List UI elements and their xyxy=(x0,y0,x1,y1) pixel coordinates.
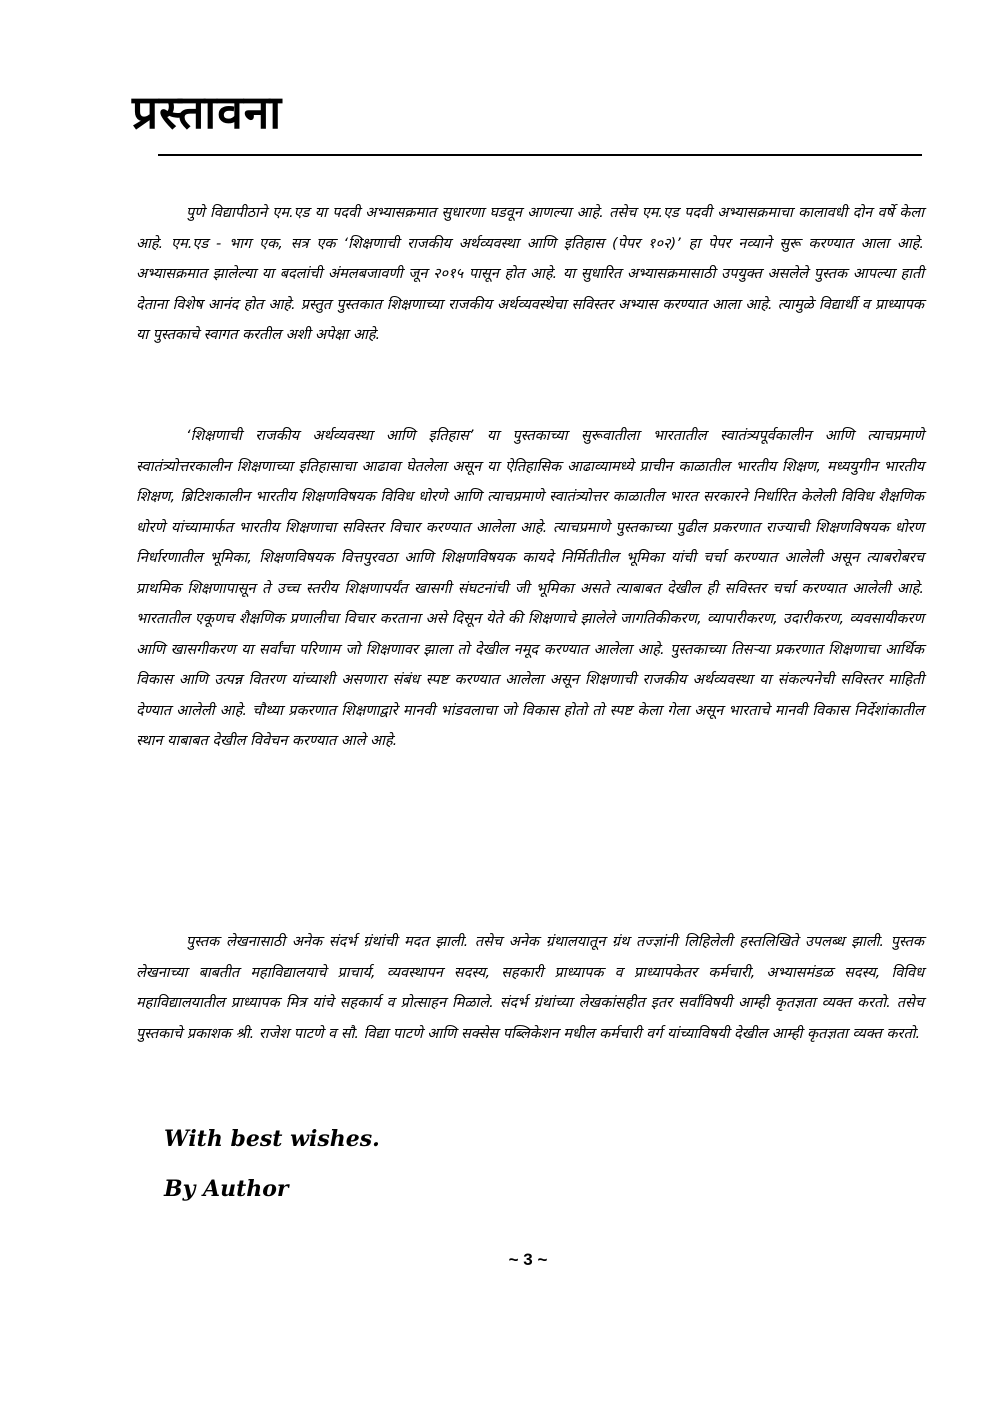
page-number: ~ 3 ~ xyxy=(508,1250,548,1269)
paragraph-1: पुणे विद्यापीठाने एम.एड या पदवी अभ्यासक्रमात सुधारणा घडवून आणल्या आहे. तसेच एम.एड पदवी अभ्यासक्रमाचा कालावधी दोन वर्षे केला आहे. एम.एड - भाग एक, सत्र एक ‘शिक्षणाची राजकीय अर्थव्यवस्था आणि इतिहास (पेपर १०२)’ हा पेपर नव्याने सुरू करण्यात आला आहे. अभ्यासक्रमात झालेल्या या बदलांची अंमलबजावणी जून २०१५ पासून होत आहे. या सुधारित अभ्यासक्रमासाठी उपयुक्त असलेले पुस्तक आपल्या हाती देताना विशेष आनंद होत आहे. प्रस्तुत पुस्तकात शिक्षणाच्या राजकीय अर्थव्यवस्थेचा सविस्तर अभ्यास करण्यात आला आहे. त्यामुळे विद्यार्थी व प्राध्यापक या पुस्तकाचे स्वागत करतील अशी अपेक्षा आहे. xyxy=(136,205,924,343)
paragraph-2: ‘शिक्षणाची राजकीय अर्थव्यवस्था आणि इतिहास’ या पुस्तकाच्या सुरूवातीला भारतातील स्वातंत्र्यपूर्वकालीन आणि त्याचप्रमाणे स्वातंत्र्योत्तरकालीन शिक्षणाच्या इतिहासाचा आढावा घेतलेला असून या ऐतिहासिक आढाव्यामध्ये प्राचीन काळातील भारतीय शिक्षण, मध्ययुगीन भारतीय शिक्षण, ब्रिटिशकालीन भारतीय शिक्षणविषयक विविध धोरणे आणि त्याचप्रमाणे स्वातंत्र्योत्तर काळातील भारत सरकारने निर्धारित केलेली विविध शैक्षणिक धोरणे यांच्यामार्फत भारतीय शिक्षणाचा सविस्तर विचार करण्यात आलेला आहे. त्याचप्रमाणे पुस्तकाच्या पुढील प्रकरणात राज्याची शिक्षणविषयक धोरण निर्धारणातील भूमिका, शिक्षणविषयक वित्तपुरवठा आणि शिक्षणविषयक कायदे निर्मितीतील भूमिका यांची चर्चा करण्यात आलेली असून त्याबरोबरच प्राथमिक शिक्षणापासून ते उच्च स्तरीय शिक्षणापर्यंत खासगी संघटनांची जी भूमिका असते त्याबाबत देखील ही सविस्तर चर्चा करण्यात आलेली आहे. भारतातील एकूणच शैक्षणिक प्रणालीचा विचार करताना असे दिसून येते की शिक्षणाचे झालेले जागतिकीकरण, व्यापारीकरण, उदारीकरण, व्यवसायीकरण आणि खासगीकरण या सर्वांचा परिणाम जो शिक्षणावर झाला तो देखील नमूद करण्यात आलेला आहे. पुस्तकाच्या तिसऱ्या प्रकरणात शिक्षणाचा आर्थिक विकास आणि उत्पन्न वितरण यांच्याशी असणारा संबंध स्पष्ट करण्यात आलेला असून शिक्षणाची राजकीय अर्थव्यवस्था या संकल्पनेची सविस्तर माहिती देण्यात आलेली आहे. चौथ्या प्रकरणात शिक्षणाद्वारे मानवी भांडवलाचा जो विकास होतो तो स्पष्ट केला गेला असून भारताचे मानवी विकास निर्देशांकातील स्थान याबाबत देखील विवेचन करण्यात आले आहे. xyxy=(136,428,924,749)
closing-author: By Author xyxy=(164,1176,289,1202)
paragraph-3: पुस्तक लेखनासाठी अनेक संदर्भ ग्रंथांची मदत झाली. तसेच अनेक ग्रंथालयातून ग्रंथ तज्ज्ञांनी लिहिलेली हस्तलिखिते उपलब्ध झाली. पुस्तक लेखनाच्या बाबतीत महाविद्यालयाचे प्राचार्य, व्यवस्थापन सदस्य, सहकारी प्राध्यापक व प्राध्यापकेतर कर्मचारी, अभ्यासमंडळ सदस्य, विविध महाविद्यालयातील प्राध्यापक मित्र यांचे सहकार्य व प्रोत्साहन मिळाले. संदर्भ ग्रंथांच्या लेखकांसहीत इतर सर्वांविषयी आम्ही कृतज्ञता व्यक्त करतो. तसेच पुस्तकाचे प्रकाशक श्री. राजेश पाटणे व सौ. विद्या पाटणे आणि सक्सेस पब्लिकेशन मधील कर्मचारी वर्ग यांच्याविषयी देखील आम्ही कृतज्ञता व्यक्त करतो. xyxy=(136,934,924,1042)
page-title: प्रस्तावना xyxy=(132,85,283,139)
closing-wishes: With best wishes. xyxy=(164,1126,380,1152)
title-divider xyxy=(158,154,922,156)
